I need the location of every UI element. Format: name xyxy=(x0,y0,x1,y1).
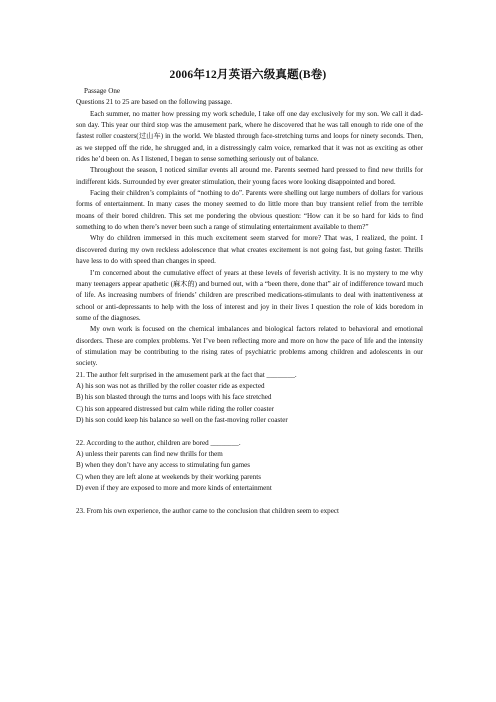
paragraph-2: Throughout the season, I noticed similar events all around me. Parents seemed hard pressed to find new thrills for indifferent kids. Surrounded by ever greater stimulation, their young faces wore looking disappointed and bored. xyxy=(76,166,423,186)
paragraph-5: I’m concerned about the cumulative effect of years at these levels of feverish activity. It is no mystery to me why many teenagers appear apathetic (麻木的) and burned out, with a “been there, done that” air of indifference toward much of life. As increasing numbers of friends’ children are prescribed medications-stimulants to deal with inattentiveness at school or anti-depressants to help with the loss of interest and joy in their lives I question the role of kids boredom in some of the diagnoses. xyxy=(76,268,423,322)
question-21-stem: 21. The author felt surprised in the amusement park at the fact that ________. xyxy=(76,370,297,379)
paragraph-6: My own work is focused on the chemical imbalances and biological factors related to behavioral and emotional disorders. These are complex problems. Yet I’ve been reflecting more and more on how the pace of life and the intensity of stimulation may be contributing to the rising rates of psychiatric problems among children and adolescents in our society. xyxy=(76,325,423,368)
paragraph-1: Each summer, no matter how pressing my work schedule, I take off one day exclusively for my son. We call it dad-son day. This year our third stop was the amusement park, where he discovered that he was tall enough to ride one of the fastest roller coasters(过山车) in the world. We blasted through face-stretching turns and loops for ninety seconds. Then, as we stepped off the ride, he shrugged and, in a distressingly calm voice, remarked that it was not as exciting as other rides he’d been on. As I listened, I began to sense something seriously out of balance. xyxy=(76,109,423,164)
question-22-option-d: D) even if they are exposed to more and more kinds of entertainment xyxy=(76,484,272,493)
question-21-option-c: C) his son appeared distressed but calm while riding the roller coaster xyxy=(76,404,274,413)
question-21-option-a: A) his son was not as thrilled by the roller coaster ride as expected xyxy=(76,381,265,390)
question-21-option-b: B) his son blasted through the turns and loops with his face stretched xyxy=(76,393,272,402)
passage-label: Passage One xyxy=(84,87,121,95)
question-22-option-a: A) unless their parents can find new thrills for them xyxy=(76,450,223,458)
question-22-stem: 22. According to the author, children are bored ________. xyxy=(76,438,241,447)
document-body xyxy=(76,86,423,517)
instructions: Questions 21 to 25 are based on the following passage. xyxy=(76,98,233,107)
question-22-option-c: C) when they are left alone at weekends by their working parents xyxy=(76,472,261,481)
page-title: 2006年12月英语六级真题(B卷) xyxy=(169,69,327,81)
paragraph-4: Why do children immersed in this much excitement seem starved for more? That was, I realized, the point. I discovered during my own reckless adolescence that what creates excitement is not going fast, but going faster. Thrills have less to do with speed than changes in speed. xyxy=(76,234,423,266)
question-23-stem: 23. From his own experience, the author came to the conclusion that children seem to expect xyxy=(76,506,339,515)
question-21-option-d: D) his son could keep his balance so well on the fast-moving roller coaster xyxy=(76,415,288,424)
paragraph-3: Facing their children’s complaints of “nothing to do”. Parents were shelling out large numbers of dollars for various forms of entertainment. In many cases the money seemed to do little more than buy transient relief from the terrible moans of their bored children. This set me pondering the obvious question: “How can it be so hard for kids to find something to do when there’s never been such a range of stimulating entertainment available to them?” xyxy=(76,189,423,232)
question-22-option-b: B) when they don’t have any access to stimulating fun games xyxy=(76,461,251,470)
